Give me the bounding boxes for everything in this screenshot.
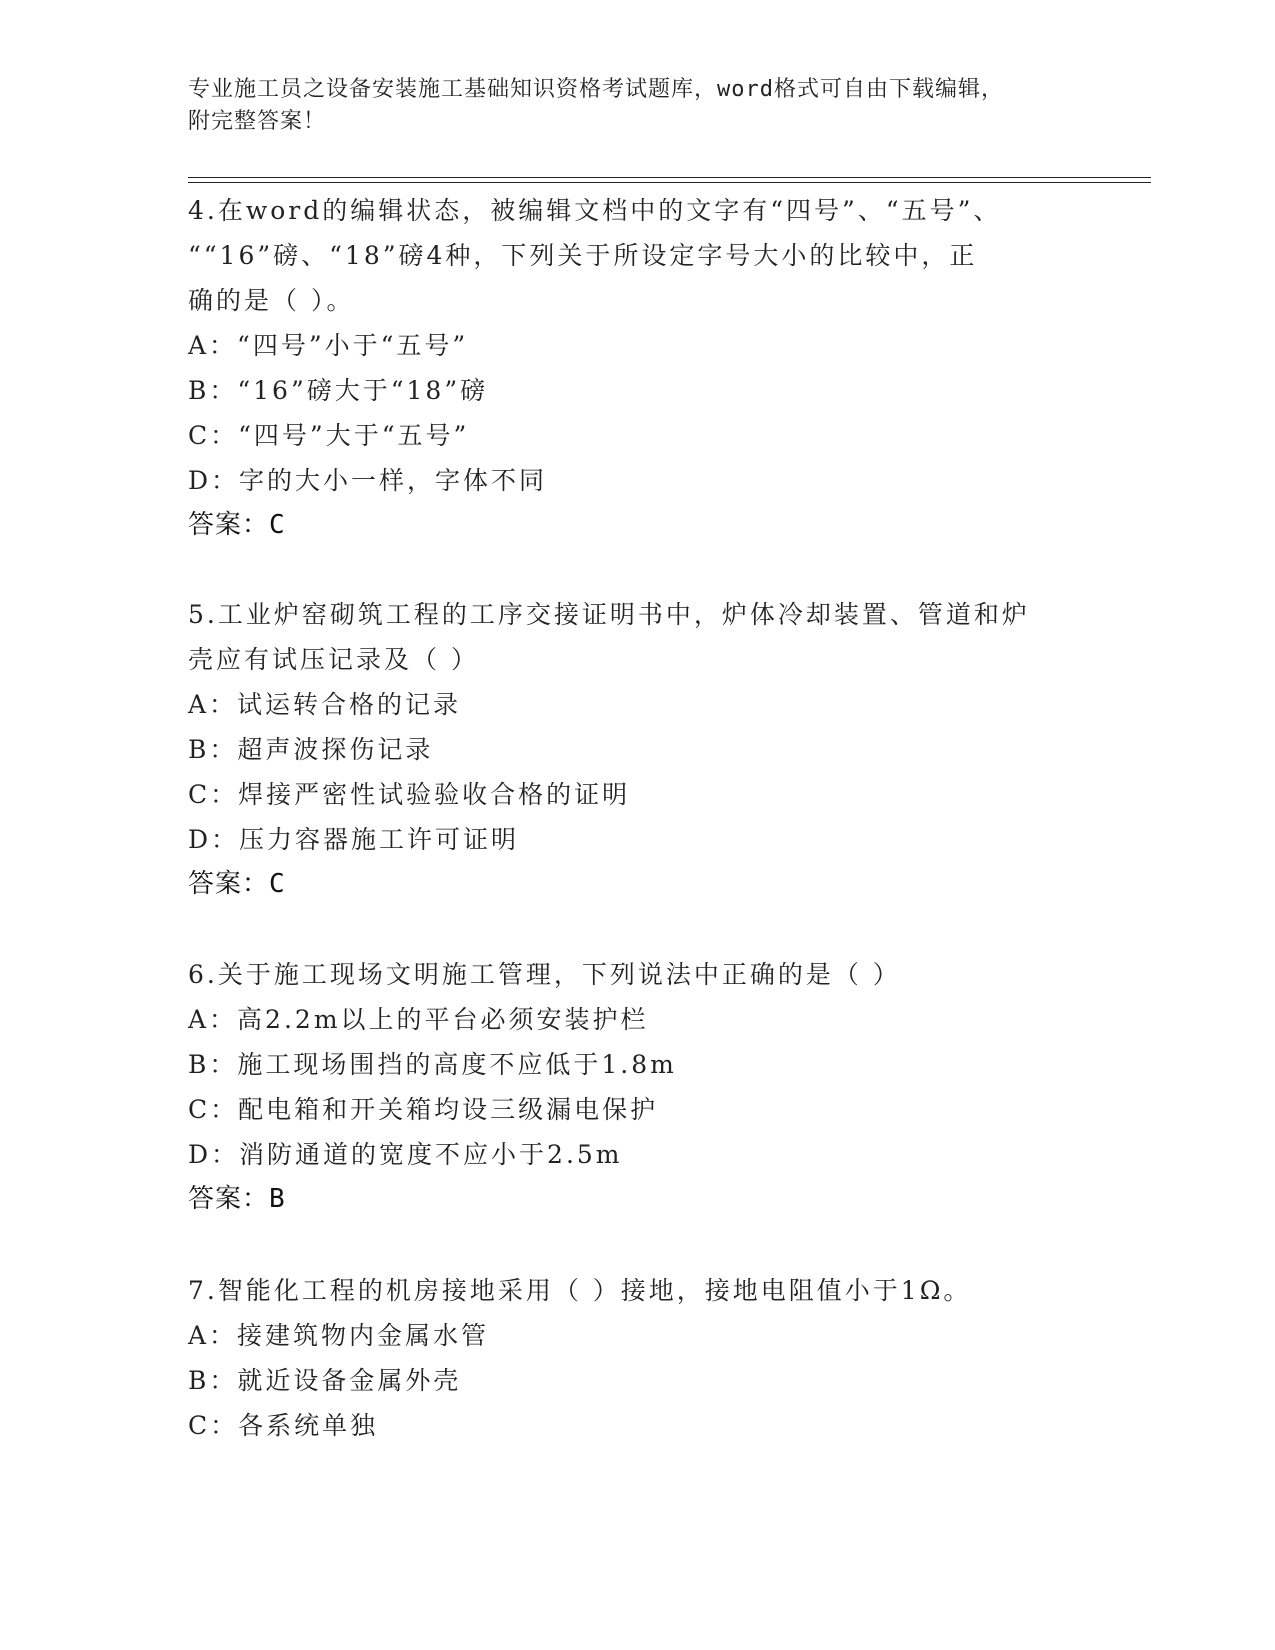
- option-b: B：施工现场围挡的高度不应低于1.8m: [188, 1050, 677, 1079]
- answer-label: 答案：C: [188, 869, 286, 899]
- question-stem-line: 7.智能化工程的机房接地采用（ ）接地，接地电阻值小于1Ω。: [188, 1276, 972, 1305]
- question-stem-line: ““16”磅、“18”磅4种，下列关于所设定字号大小的比较中，正: [188, 241, 978, 270]
- option-c: C：焊接严密性试验验收合格的证明: [188, 780, 631, 809]
- answer-label: 答案：C: [188, 510, 286, 540]
- option-a: A：试运转合格的记录: [188, 690, 462, 719]
- option-c: C：“四号”大于“五号”: [188, 421, 470, 450]
- option-a: A：接建筑物内金属水管: [188, 1321, 490, 1350]
- option-b: B：超声波探伤记录: [188, 735, 434, 764]
- question-stem-line: 5.工业炉窑砌筑工程的工序交接证明书中，炉体冷却装置、管道和炉: [188, 600, 1030, 629]
- option-b: B：“16”磅大于“18”磅: [188, 376, 489, 405]
- question-stem-line: 壳应有试压记录及（ ）: [188, 645, 479, 674]
- header-divider-top: [188, 177, 1151, 178]
- answer-label: 答案：B: [188, 1184, 286, 1214]
- question-stem-line: 4.在word的编辑状态，被编辑文档中的文字有“四号”、“五号”、: [188, 196, 1002, 225]
- option-d: D：消防通道的宽度不应小于2.5m: [188, 1140, 623, 1169]
- question-5: [188, 592, 1088, 907]
- option-d: D：压力容器施工许可证明: [188, 825, 520, 854]
- option-a: A：高2.2m以上的平台必须安装护栏: [188, 1005, 649, 1034]
- option-c: C：配电箱和开关箱均设三级漏电保护: [188, 1095, 659, 1124]
- document-header: [188, 74, 1088, 138]
- header-line-2: 附完整答案！: [188, 109, 327, 134]
- option-c: C：各系统单独: [188, 1411, 379, 1440]
- header-line-1: 专业施工员之设备安装施工基础知识资格考试题库，word格式可自由下载编辑，: [188, 77, 1004, 102]
- option-d: D：字的大小一样，字体不同: [188, 466, 548, 495]
- option-b: B：就近设备金属外壳: [188, 1366, 462, 1395]
- question-4: [188, 188, 1088, 548]
- question-6: [188, 952, 1088, 1222]
- question-stem-line: 6.关于施工现场文明施工管理，下列说法中正确的是（ ）: [188, 960, 901, 989]
- question-stem-line: 确的是（ ）。: [188, 286, 355, 315]
- header-divider-bottom: [188, 182, 1151, 183]
- option-a: A：“四号”小于“五号”: [188, 331, 469, 360]
- question-7: [188, 1268, 1088, 1448]
